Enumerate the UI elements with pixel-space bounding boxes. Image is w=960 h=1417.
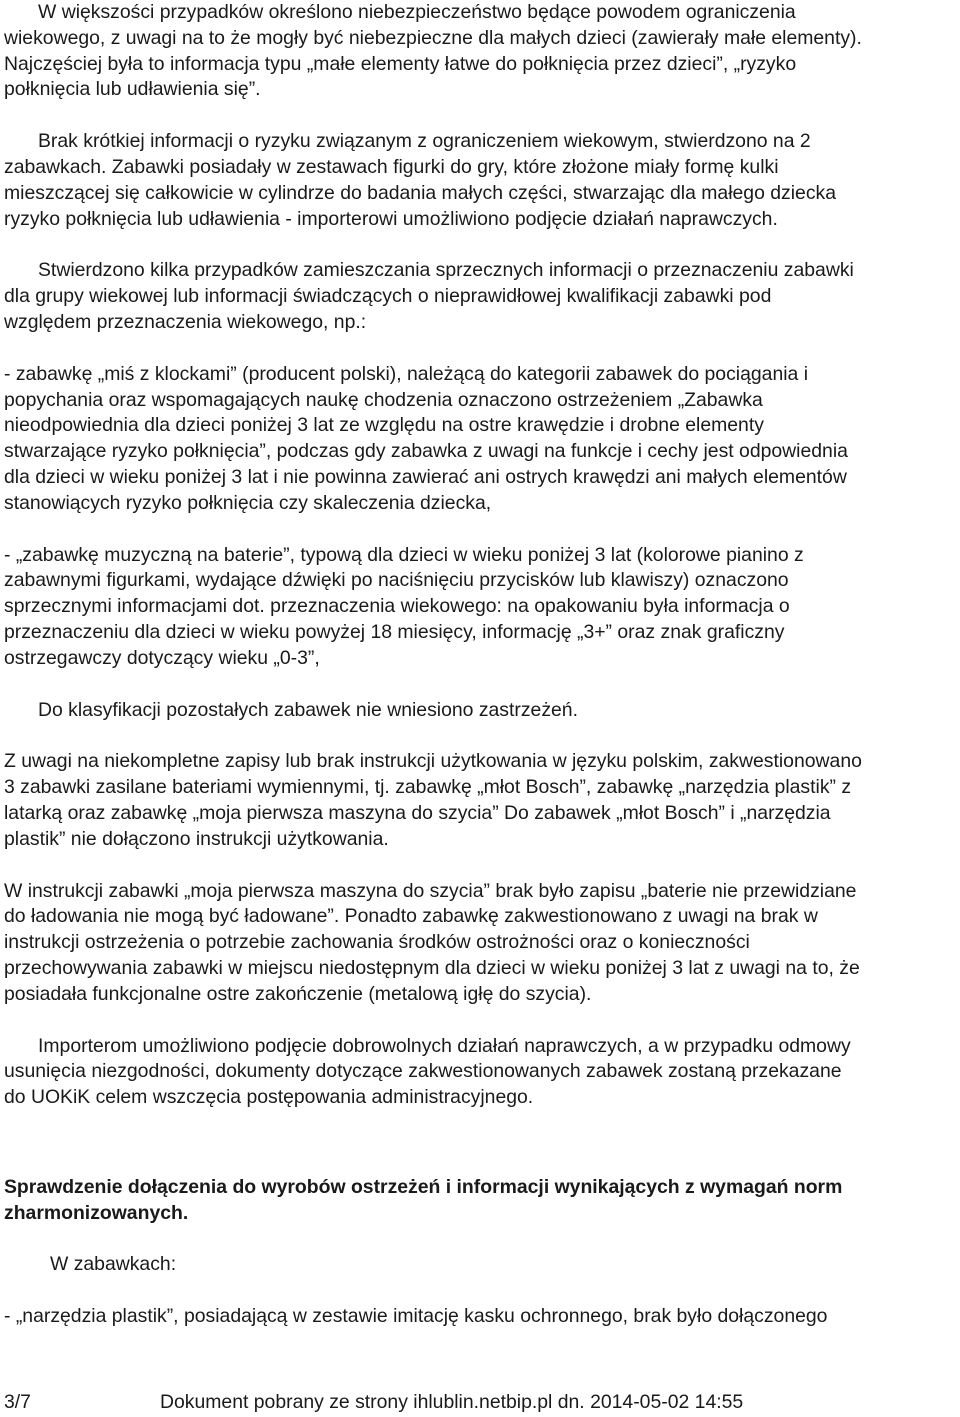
text-line: mieszczącej się całkowicie w cylindrze do badania małych części, stwarzając dla małego dziecka <box>4 181 836 204</box>
text-line: - zabawkę „miś z klockami” (producent polski), należącą do kategorii zabawek do pociągania i <box>4 362 809 385</box>
paragraph-musical-toy <box>4 543 956 672</box>
text-line: Stwierdzono kilka przypadków zamieszczania sprzecznych informacji o przeznaczeniu zabawki <box>38 259 854 282</box>
paragraph-bear-toy <box>4 362 956 517</box>
text-line: do ładowania nie mogą być ładowane”. Ponadto zabawkę zakwestionowano z uwagi na brak w <box>4 905 818 928</box>
text-line: względem przeznaczenia wiekowego, np.: <box>4 310 367 333</box>
text-line: 3 zabawki zasilane bateriami wymiennymi, tj. zabawkę „młot Bosch”, zabawkę „narzędzia plastik” z <box>4 776 852 799</box>
text-line: stanowiących ryzyko połknięcia czy skaleczenia dziecka, <box>4 491 492 514</box>
text-line: - „zabawkę muzyczną na baterie”, typową dla dzieci w wieku poniżej 3 lat (kolorowe pianino z <box>4 543 804 566</box>
text-line: ryzyko połknięcia lub udławienia - importerowi umożliwiono podjęcie działań naprawczych. <box>4 207 778 230</box>
text-line: wiekowego, z uwagi na to że mogły być niebezpieczne dla małych dzieci (zawierały małe elementy). <box>4 26 862 49</box>
paragraph-contradictory-info <box>4 258 956 335</box>
text-line: W większości przypadków określono niebezpieczeństwo będące powodem ograniczenia <box>38 1 796 23</box>
text-line: latarką oraz zabawkę „moja pierwsza maszyna do szycia” Do zabawek „młot Bosch” i „narzędzia <box>4 801 831 824</box>
text-line: Importerom umożliwiono podjęcie dobrowolnych działań naprawczych, a w przypadku odmowy <box>38 1034 851 1057</box>
text-line: Najczęściej była to informacja typu „małe elementy łatwe do połknięcia przez dzieci”, „ryzyko <box>4 52 797 75</box>
text-line: do UOKiK celem wszczęcia postępowania administracyjnego. <box>4 1086 534 1109</box>
paragraph-missing-warning <box>4 129 956 232</box>
text-line: W zabawkach: <box>50 1253 177 1276</box>
text-line: instrukcji ostrzeżenia o potrzebie zachowania środków ostrożności oraz o konieczności <box>4 931 750 954</box>
text-line: Do klasyfikacji pozostałych zabawek nie wniesiono zastrzeżeń. <box>38 698 578 721</box>
text-line: - „narzędzia plastik”, posiadającą w zestawie imitację kasku ochronnego, brak było dołączonego <box>4 1305 828 1328</box>
text-line: nieodpowiednia dla dzieci poniżej 3 lat ze względu na ostre krawędzie i drobne elementy <box>4 414 764 437</box>
text-line: dla dzieci w wieku poniżej 3 lat i nie powinna zawierać ani ostrych krawędzi ani małych elementów <box>4 465 847 488</box>
page-footer <box>4 1390 956 1416</box>
text-line: przeznaczeniu dla dzieci w wieku powyżej 18 miesięcy, informację „3+” oraz znak graficzny <box>4 620 785 643</box>
paragraph-age-restriction <box>4 0 956 103</box>
section-heading <box>4 1175 956 1227</box>
text-line: przechowywania zabawki w miejscu niedostępnym dla dzieci w wieku poniżej 3 lat z uwagi na to, że <box>4 956 860 979</box>
text-line: stwarzające ryzyko połknięcia”, podczas gdy zabawka z uwagi na funkcje i cechy jest odpowiednia <box>4 440 848 463</box>
paragraph-plastic-tools <box>4 1304 956 1330</box>
heading-line: zharmonizowanych. <box>4 1201 189 1224</box>
heading-line: Sprawdzenie dołączenia do wyrobów ostrzeżeń i informacji wynikających z wymagań norm <box>4 1175 843 1198</box>
text-line: dla grupy wiekowej lub informacji świadczących o nieprawidłowej kwalifikacji zabawki pod <box>4 285 772 308</box>
paragraph-importers <box>4 1034 956 1111</box>
text-line: ostrzegawczy dotyczący wieku „0-3”, <box>4 646 320 669</box>
text-line: zabawkach. Zabawki posiadały w zestawach figurki do gry, które złożone miały formę kulki <box>4 155 779 178</box>
text-line: Z uwagi na niekompletne zapisy lub brak instrukcji użytkowania w języku polskim, zakwestionowano <box>4 750 862 773</box>
page-number: 3/7 <box>4 1391 31 1413</box>
footer-source: Dokument pobrany ze strony ihlublin.netbip.pl dn. 2014-05-02 14:55 <box>160 1391 744 1413</box>
text-line: połknięcia lub udławienia się”. <box>4 78 261 101</box>
text-line: Brak krótkiej informacji o ryzyku związanym z ograniczeniem wiekowym, stwierdzono na 2 <box>38 130 811 153</box>
paragraph-in-toys <box>4 1252 956 1278</box>
text-line: plastik” nie dołączono instrukcji użytkowania. <box>4 827 389 850</box>
document-page <box>4 0 956 1330</box>
text-line: popychania oraz wspomagających naukę chodzenia oznaczono ostrzeżeniem „Zabawka <box>4 388 763 411</box>
text-line: sprzecznymi informacjami dot. przeznaczenia wiekowego: na opakowaniu była informacja o <box>4 595 790 618</box>
text-line: usunięcia niezgodności, dokumenty dotyczące zakwestionowanych zabawek zostaną przekazane <box>4 1060 842 1083</box>
text-line: zabawnymi figurkami, wydające dźwięki po naciśnięciu przycisków lub klawiszy) oznaczono <box>4 569 789 592</box>
paragraph-sewing-machine <box>4 879 956 1008</box>
paragraph-no-objections <box>4 698 956 724</box>
text-line: posiadała funkcjonalne ostre zakończenie (metalową igłę do szycia). <box>4 982 592 1005</box>
text-line: W instrukcji zabawki „moja pierwsza maszyna do szycia” brak było zapisu „baterie nie przewidziane <box>4 879 857 902</box>
paragraph-missing-instructions <box>4 749 956 852</box>
